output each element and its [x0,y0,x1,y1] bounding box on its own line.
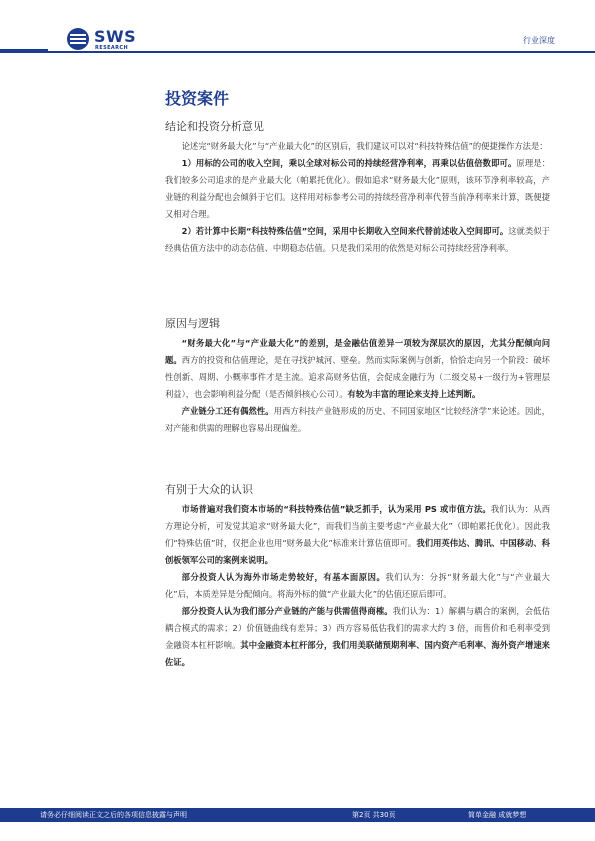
bold-text-run: 产业链分工还有偶然性。 [181,406,274,416]
section-heading: 结论和投资分析意见 [165,120,264,133]
paragraph [165,335,550,403]
logo-subtext: RESEARCH [95,45,129,51]
section-conclusion [165,118,550,257]
paragraph [165,403,550,437]
bold-text-run: 我们用英伟达、腾讯、中国移动、科创板领军公司的案例来说明。 [165,538,550,565]
page-footer [0,808,595,822]
bold-text-run: 其中金融资本杠杆部分，我们用美联储预期利率、国内资产毛利率、海外资产增速来佐证。 [165,640,550,667]
logo-text: SWS [94,27,137,46]
text-run: 用西方科技产业链形成的历史、不同国家地区“比较经济学”来论述。因此，对产能和供需的理解也容易出现偏差。 [165,406,550,433]
footer-page-number: 第2页 共30页 [352,811,396,819]
footer-slogan: 简单金融 成就梦想 [468,811,527,819]
text-run: 原理是：我们较多公司追求的是产业最大化（帕累托优化）。假如追求“财务最大化”原则，该环节净利率较高，产业链的利益分配也会倾斜于它们。这样用对标参考公司的持续经营净利率代替当前净利率来计算，既便捷又相对合理。 [165,158,550,219]
text-run: 西方的投资和估值理论，是在寻找护城河、壁垒。然而实际案例与创新，恰恰走向另一个阶段：破坏性创新、周期、小概率事件才是主流。追求高财务估值，会促成金融行为（二级交易+一级行为+管理层利益），也会影响利益分配（是否倾斜核心公司）。 [165,355,550,399]
section-different-view [165,481,550,671]
text-run: 我们认为：从西方理论分析，可发觉其追求“财务最大化”，而我们当前主要考虑“产业最大化”（即帕累托优化）。因此我们“特殊估值”时，仅把企业也用“财务最大化”标准来计算估值即可。 [165,504,550,548]
bold-text-run: 市场普遍对我们资本市场的“科技特殊估值”缺乏抓手，认为采用 PS 或市值方法。 [181,504,491,514]
paragraph [165,603,550,671]
report-type-tag: 行业深度 [523,36,555,45]
bold-text-run: 有较为丰富的理论来支持上述判断。 [347,389,481,399]
page-title: 投资案件 [165,89,230,108]
section-heading: 有别于大众的认识 [165,483,253,496]
bold-text-run: 部分投资人认为海外市场走势较好，有基本面原因。 [181,572,386,582]
paragraph [165,223,550,257]
paragraph [165,155,550,223]
header-divider [0,51,595,53]
paragraph [165,501,550,569]
page-header [0,0,595,60]
paragraph [165,138,550,155]
text-run: 论述完“财务最大化”与“产业最大化”的区别后，我们建议可以对“科技特殊估值”的便捷操作方法是： [181,141,548,151]
bold-text-run: 1）用标的公司的收入空间，乘以全球对标公司的持续经营净利率，再乘以估值倍数即可。 [181,158,517,168]
bold-text-run: “财务最大化”与“产业最大化”的差别，是金融估值差异一项较为深层次的原因，尤其分配倾向问题。 [165,338,550,365]
footer-disclaimer: 请务必仔细阅读正文之后的各项信息披露与声明 [40,811,187,819]
sws-logo [66,27,146,53]
bold-text-run: 2）若计算中长期“科技特殊估值”空间，采用中长期收入空间来代替前述收入空间即可。 [181,226,509,236]
sws-logo-icon [66,27,92,51]
text-run: 我们认为：1）解耦与耦合的案例，会低估耦合模式的需求；2）价值链曲线有差异；3）西方容易低估我们的需求大约 3 倍，而售价和毛利率受到金融资本杠杆影响。 [165,606,550,650]
section-heading: 原因与逻辑 [165,317,220,330]
text-run: 这就类似于经典估值方法中的动态估值、中期稳态估值。只是我们采用的依然是对标公司持续经营净利率。 [165,226,550,253]
bold-text-run: 部分投资人认为我们部分产业链的产能与供需值得商榷。 [181,606,393,616]
text-run: 我们认为：分拆“财务最大化”与“产业最大化”后，本质差异是分配倾向。将海外标的做“产业最大化”的估值还原后即可。 [165,572,550,599]
section-reasons [165,315,550,437]
paragraph [165,569,550,603]
